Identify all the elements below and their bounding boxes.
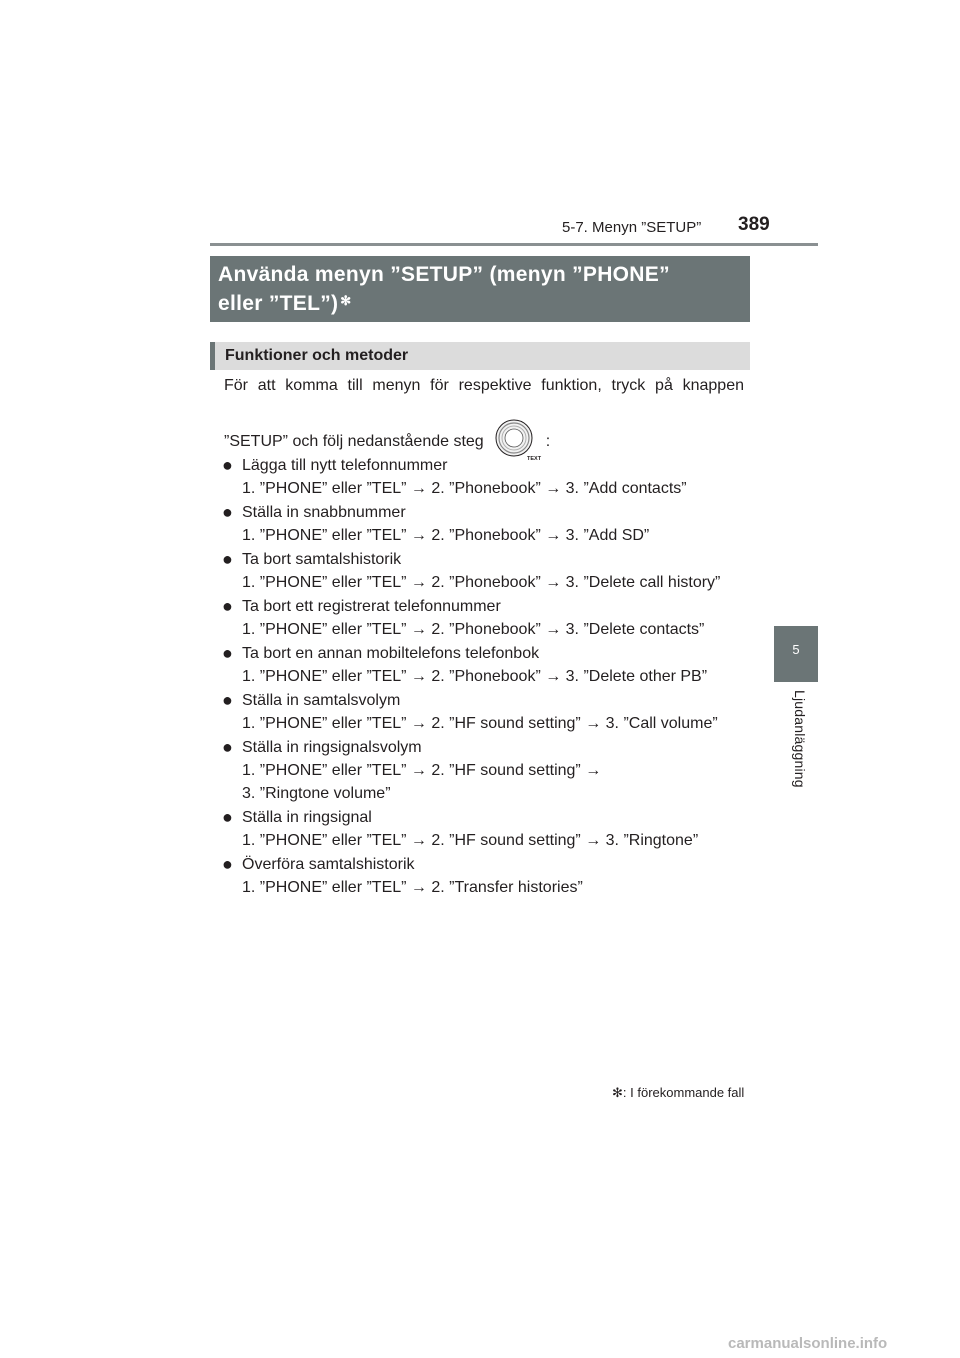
- item-title: Överföra samtalshistorik: [242, 856, 415, 873]
- list-item: [222, 595, 762, 641]
- intro-line-1: För att komma till menyn för respektive funktion, tryck på knappen: [224, 377, 744, 394]
- asterisk-icon: ✻: [612, 1085, 623, 1100]
- item-title: Ta bort en annan mobiltelefons telefonbok: [242, 645, 540, 662]
- section-title: [210, 256, 750, 322]
- item-steps: 1. ”PHONE” eller ”TEL” → 2. ”HF sound setting” → 3. ”Ringtone”: [242, 832, 699, 849]
- item-steps: 1. ”PHONE” eller ”TEL” → 2. ”Phonebook” → 3. ”Delete call history”: [242, 574, 721, 591]
- list-item: [222, 454, 762, 500]
- list-item: [222, 853, 762, 899]
- item-steps: 1. ”PHONE” eller ”TEL” → 2. ”Phonebook” → 3. ”Add contacts”: [242, 480, 687, 497]
- intro-line-2-text: ”SETUP” och följ nedanstående steg: [224, 433, 484, 450]
- bullet-icon: ●: [222, 807, 233, 827]
- item-title: Ställa in samtalsvolym: [242, 692, 401, 709]
- footnote-text: : I förekommande fall: [622, 1085, 745, 1100]
- title-line-2-text: eller ”TEL”): [218, 292, 339, 315]
- chapter-tab: 5: [774, 626, 818, 682]
- section-header: 5-7. Menyn ”SETUP”: [562, 219, 702, 236]
- list-item: [222, 806, 762, 852]
- footnote: [612, 1085, 744, 1101]
- title-line-1: Använda menyn ”SETUP” (menyn ”PHONE”: [218, 263, 670, 286]
- item-steps: 1. ”PHONE” eller ”TEL” → 2. ”HF sound setting” →: [242, 762, 602, 779]
- bullet-icon: ●: [222, 690, 233, 710]
- list-item: [222, 642, 762, 688]
- item-steps-continued: 3. ”Ringtone volume”: [242, 785, 391, 802]
- bullet-icon: ●: [222, 455, 233, 475]
- bullet-icon: ●: [222, 549, 233, 569]
- page-number: 389: [738, 214, 770, 235]
- item-steps: 1. ”PHONE” eller ”TEL” → 2. ”HF sound setting” → 3. ”Call volume”: [242, 715, 718, 732]
- item-title: Ställa in ringsignal: [242, 809, 372, 826]
- header-divider: [210, 243, 818, 246]
- title-line-2: [218, 289, 742, 318]
- item-list: [222, 454, 762, 900]
- bullet-icon: ●: [222, 737, 233, 757]
- item-steps: 1. ”PHONE” eller ”TEL” → 2. ”Transfer histories”: [242, 879, 583, 896]
- item-steps: 1. ”PHONE” eller ”TEL” → 2. ”Phonebook” → 3. ”Delete other PB”: [242, 668, 708, 685]
- item-title: Ställa in ringsignalsvolym: [242, 739, 422, 756]
- list-item: [222, 689, 762, 735]
- item-steps: 1. ”PHONE” eller ”TEL” → 2. ”Phonebook” → 3. ”Delete contacts”: [242, 621, 705, 638]
- item-title: Ta bort ett registrerat telefonnummer: [242, 598, 501, 615]
- bullet-icon: ●: [222, 596, 233, 616]
- bullet-icon: ●: [222, 643, 233, 663]
- item-steps: 1. ”PHONE” eller ”TEL” → 2. ”Phonebook” → 3. ”Add SD”: [242, 527, 650, 544]
- bullet-icon: ●: [222, 502, 233, 522]
- watermark: carmanualsonline.info: [728, 1335, 888, 1352]
- list-item: [222, 548, 762, 594]
- item-title: Lägga till nytt telefonnummer: [242, 457, 448, 474]
- list-item: [222, 501, 762, 547]
- bullet-icon: ●: [222, 854, 233, 874]
- list-item: [222, 736, 762, 805]
- chapter-label: Ljudanläggning: [792, 690, 808, 788]
- knob-label: TEXT: [526, 456, 541, 462]
- item-title: Ställa in snabbnummer: [242, 504, 406, 521]
- intro-line-2-colon: :: [545, 433, 551, 450]
- asterisk-icon: ✻: [340, 293, 352, 308]
- subheading: Funktioner och metoder: [210, 342, 750, 370]
- item-title: Ta bort samtalshistorik: [242, 551, 402, 568]
